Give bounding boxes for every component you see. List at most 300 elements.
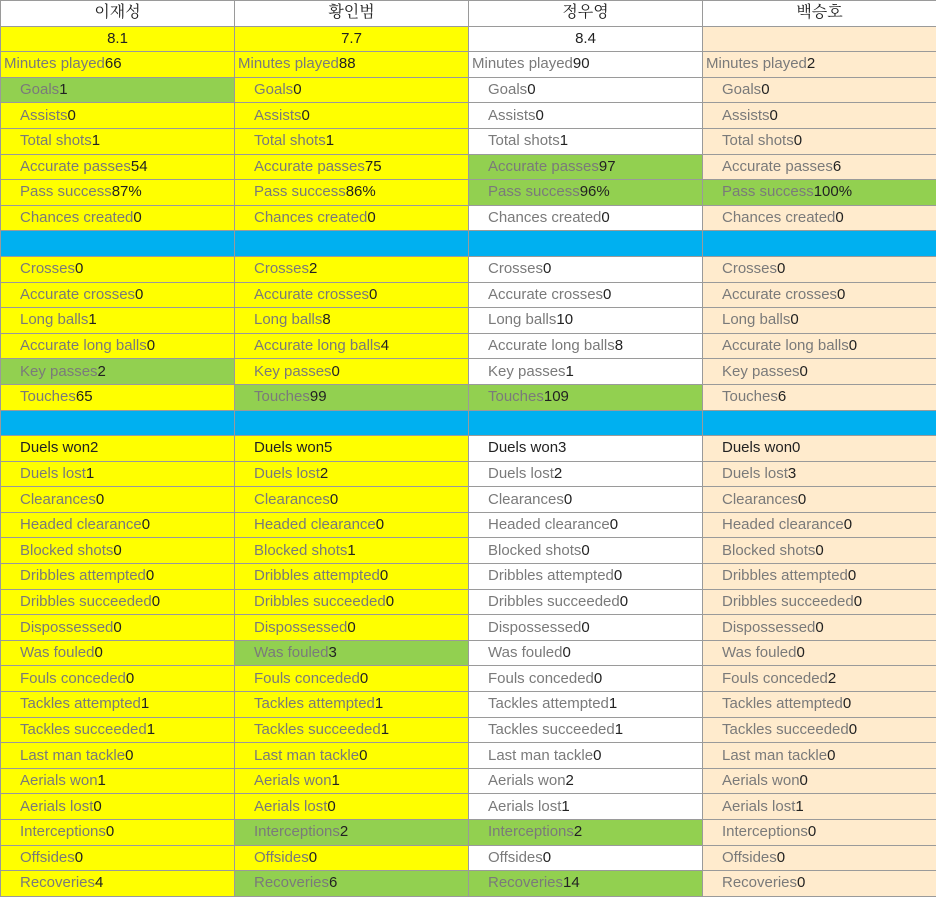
stat-cell xyxy=(1,180,235,206)
stat-value: 3 xyxy=(787,464,797,482)
stat-cell xyxy=(235,512,469,538)
stat-label: Blocked shots xyxy=(722,541,816,559)
stat-cell xyxy=(703,564,936,590)
stat-row xyxy=(1,256,936,282)
stat-label: Duels lost xyxy=(488,464,554,482)
header-row xyxy=(1,1,936,27)
rating-cell: 7.7 xyxy=(235,26,469,52)
stat-cell xyxy=(235,154,469,180)
stat-cell xyxy=(703,845,936,871)
stat-value: 66 xyxy=(104,55,122,73)
stat-label: Accurate crosses xyxy=(254,285,370,303)
stat-label: Offsides xyxy=(254,848,309,866)
rating-cell: 8.4 xyxy=(469,26,703,52)
stat-value: 0 xyxy=(609,516,619,534)
stat-label: Duels won xyxy=(254,439,325,457)
stat-value: 0 xyxy=(593,669,603,687)
stat-label: Recoveries xyxy=(254,874,330,892)
stat-cell xyxy=(235,205,469,231)
stat-label: Was fouled xyxy=(488,644,563,662)
stat-value: 0 xyxy=(761,81,770,99)
section-separator xyxy=(1,231,936,257)
stat-cell xyxy=(235,640,469,666)
separator-cell xyxy=(703,410,936,436)
stat-cell xyxy=(235,282,469,308)
stat-value: 1 xyxy=(380,720,390,738)
stat-value: 1 xyxy=(97,772,106,790)
stat-label: Accurate crosses xyxy=(20,285,136,303)
stat-label: Duels lost xyxy=(722,464,788,482)
stat-row xyxy=(1,128,936,154)
stat-label: Fouls conceded xyxy=(20,669,126,687)
stat-cell xyxy=(1,205,235,231)
stat-row xyxy=(1,77,936,103)
stat-value: 6 xyxy=(329,874,338,892)
stat-cell xyxy=(703,282,936,308)
stat-value: 1 xyxy=(614,720,624,738)
stat-row xyxy=(1,820,936,846)
stat-value: 0 xyxy=(815,541,824,559)
stat-label: Assists xyxy=(254,106,302,124)
stat-cell xyxy=(469,282,703,308)
stat-label: Interceptions xyxy=(20,823,106,841)
stat-label: Offsides xyxy=(488,848,543,866)
stat-cell xyxy=(469,538,703,564)
stat-value: 0 xyxy=(105,823,115,841)
stat-label: Accurate long balls xyxy=(20,337,147,355)
stat-label: Dribbles attempted xyxy=(488,567,614,585)
stat-label: Minutes played xyxy=(238,55,339,73)
stat-cell xyxy=(469,461,703,487)
stat-label: Clearances xyxy=(20,490,96,508)
stat-value: 0 xyxy=(797,490,807,508)
separator-cell xyxy=(469,231,703,257)
stat-cell xyxy=(1,487,235,513)
stat-row xyxy=(1,538,936,564)
stat-value: 1 xyxy=(347,541,356,559)
stat-value: 1 xyxy=(59,81,68,99)
player-name-header: 정우영 xyxy=(469,1,703,27)
stat-cell xyxy=(235,52,469,78)
stat-cell xyxy=(703,436,936,462)
stat-value: 99 xyxy=(309,388,327,406)
stat-label: Offsides xyxy=(722,848,777,866)
stat-value: 0 xyxy=(853,592,863,610)
stat-label: Dribbles attempted xyxy=(722,567,848,585)
stat-value: 65 xyxy=(75,388,93,406)
stat-cell xyxy=(1,52,235,78)
stat-label: Aerials won xyxy=(20,772,98,790)
stat-label: Duels lost xyxy=(254,464,320,482)
stat-cell xyxy=(1,308,235,334)
stat-cell xyxy=(469,487,703,513)
stat-row xyxy=(1,308,936,334)
stat-label: Last man tackle xyxy=(488,746,594,764)
stat-cell xyxy=(469,564,703,590)
stat-cell xyxy=(1,794,235,820)
stat-cell xyxy=(703,768,936,794)
stat-value: 2 xyxy=(565,772,574,790)
stat-cell xyxy=(1,768,235,794)
stat-label: Goals xyxy=(254,81,294,99)
stat-cell xyxy=(235,717,469,743)
stat-label: Blocked shots xyxy=(488,541,582,559)
stat-label: Accurate passes xyxy=(722,157,833,175)
stat-cell xyxy=(1,128,235,154)
stat-label: Pass success xyxy=(20,183,112,201)
stat-cell xyxy=(235,538,469,564)
stat-value: 1 xyxy=(146,720,156,738)
stat-cell xyxy=(1,717,235,743)
stat-row xyxy=(1,436,936,462)
stat-cell xyxy=(703,512,936,538)
stat-label: Crosses xyxy=(20,260,76,278)
stat-value: 2 xyxy=(573,823,583,841)
stat-value: 0 xyxy=(792,439,801,457)
stat-label: Pass success xyxy=(254,183,346,201)
stat-value: 0 xyxy=(613,567,623,585)
stat-value: 0 xyxy=(74,848,84,866)
stat-cell xyxy=(469,871,703,897)
stat-label: Chances created xyxy=(722,209,836,227)
stat-label: Duels won xyxy=(722,439,793,457)
stat-value: 0 xyxy=(527,81,536,99)
separator-cell xyxy=(703,231,936,257)
stat-row xyxy=(1,768,936,794)
stat-label: Dribbles succeeded xyxy=(20,592,152,610)
stat-value: 100% xyxy=(813,183,853,201)
stat-value: 2 xyxy=(553,464,563,482)
stat-label: Tackles succeeded xyxy=(254,720,381,738)
stat-row xyxy=(1,615,936,641)
stat-cell xyxy=(469,52,703,78)
stat-label: Interceptions xyxy=(722,823,808,841)
stat-value: 54 xyxy=(130,157,148,175)
stat-label: Accurate passes xyxy=(488,157,599,175)
stat-label: Assists xyxy=(488,106,536,124)
stat-label: Fouls conceded xyxy=(488,669,594,687)
stat-cell xyxy=(1,589,235,615)
stat-value: 0 xyxy=(562,644,571,662)
stat-cell xyxy=(1,461,235,487)
stat-label: Interceptions xyxy=(488,823,574,841)
stat-cell xyxy=(703,666,936,692)
stat-value: 6 xyxy=(777,388,787,406)
stat-value: 0 xyxy=(135,285,144,303)
stat-label: Touches xyxy=(254,388,310,406)
stat-cell xyxy=(235,359,469,385)
stat-cell xyxy=(469,77,703,103)
stat-cell xyxy=(1,77,235,103)
stat-cell xyxy=(235,384,469,410)
stat-row xyxy=(1,666,936,692)
stat-label: Interceptions xyxy=(254,823,340,841)
player-name-header: 이재성 xyxy=(1,1,235,27)
stat-value: 1 xyxy=(608,695,618,713)
stat-label: Aerials won xyxy=(488,772,566,790)
stat-value: 0 xyxy=(601,209,610,227)
stat-value: 8 xyxy=(322,311,331,329)
stat-cell xyxy=(469,768,703,794)
stat-value: 0 xyxy=(75,260,84,278)
stat-label: Touches xyxy=(722,388,778,406)
stat-row xyxy=(1,640,936,666)
stat-value: 2 xyxy=(319,464,329,482)
stat-label: Long balls xyxy=(254,311,323,329)
stat-label: Headed clearance xyxy=(722,516,844,534)
stat-label: Crosses xyxy=(722,260,778,278)
stat-value: 1 xyxy=(91,132,101,150)
stat-value: 0 xyxy=(113,541,122,559)
stat-value: 0 xyxy=(777,260,786,278)
stat-value: 1 xyxy=(88,311,97,329)
stat-value: 6 xyxy=(832,157,842,175)
stat-cell xyxy=(469,589,703,615)
stat-value: 0 xyxy=(790,311,799,329)
stat-value: 0 xyxy=(141,516,151,534)
stat-label: Duels won xyxy=(20,439,91,457)
stat-label: Accurate passes xyxy=(254,157,365,175)
stat-label: Pass success xyxy=(488,183,580,201)
stat-value: 1 xyxy=(374,695,384,713)
stat-cell xyxy=(469,666,703,692)
stat-cell xyxy=(235,461,469,487)
stat-value: 0 xyxy=(543,260,552,278)
stat-cell xyxy=(469,640,703,666)
stat-value: 1 xyxy=(85,464,95,482)
stat-value: 0 xyxy=(847,567,857,585)
stat-cell xyxy=(235,180,469,206)
stat-cell xyxy=(1,871,235,897)
stat-cell xyxy=(469,692,703,718)
stat-cell xyxy=(235,589,469,615)
stat-cell xyxy=(469,180,703,206)
stat-cell xyxy=(703,794,936,820)
stat-cell xyxy=(1,359,235,385)
stat-label: Last man tackle xyxy=(20,746,126,764)
stat-cell xyxy=(703,308,936,334)
stat-value: 0 xyxy=(359,669,369,687)
stat-label: Last man tackle xyxy=(722,746,828,764)
stat-value: 0 xyxy=(603,285,612,303)
stat-row xyxy=(1,487,936,513)
stat-label: Offsides xyxy=(20,848,75,866)
stat-row xyxy=(1,205,936,231)
stat-value: 0 xyxy=(796,644,805,662)
stat-value: 0 xyxy=(113,618,122,636)
stat-value: 0 xyxy=(293,81,302,99)
stat-value: 0 xyxy=(369,285,378,303)
stat-label: Dispossessed xyxy=(488,618,582,636)
stat-label: Tackles succeeded xyxy=(488,720,615,738)
stat-row xyxy=(1,154,936,180)
stat-value: 0 xyxy=(793,132,803,150)
stat-row xyxy=(1,589,936,615)
stat-cell xyxy=(703,128,936,154)
stat-cell xyxy=(1,743,235,769)
rating-cell xyxy=(703,26,936,52)
stat-label: Total shots xyxy=(488,132,560,150)
stat-cell xyxy=(235,564,469,590)
stat-value: 2 xyxy=(90,439,99,457)
stat-cell xyxy=(1,538,235,564)
stat-label: Recoveries xyxy=(722,874,798,892)
stat-cell xyxy=(1,845,235,871)
stat-value: 0 xyxy=(827,746,836,764)
stat-value: 0 xyxy=(375,516,385,534)
stat-cell xyxy=(703,359,936,385)
stat-label: Was fouled xyxy=(722,644,797,662)
stat-value: 0 xyxy=(535,106,544,124)
stat-value: 3 xyxy=(558,439,567,457)
stat-value: 97 xyxy=(598,157,616,175)
stat-cell xyxy=(469,845,703,871)
stat-label: Dispossessed xyxy=(254,618,348,636)
stat-value: 90 xyxy=(572,55,590,73)
stat-cell xyxy=(235,743,469,769)
stat-cell xyxy=(1,103,235,129)
stat-value: 2 xyxy=(806,55,816,73)
stat-label: Key passes xyxy=(254,362,332,380)
stat-row xyxy=(1,180,936,206)
stat-row xyxy=(1,717,936,743)
stat-cell xyxy=(1,512,235,538)
stat-value: 0 xyxy=(807,823,817,841)
stat-cell xyxy=(703,615,936,641)
stat-value: 5 xyxy=(324,439,333,457)
stat-value: 0 xyxy=(301,106,310,124)
stat-value: 3 xyxy=(328,644,337,662)
stat-cell xyxy=(703,717,936,743)
stat-label: Accurate long balls xyxy=(722,337,849,355)
stat-value: 0 xyxy=(67,106,76,124)
stat-label: Goals xyxy=(20,81,60,99)
stat-cell xyxy=(235,128,469,154)
stat-label: Last man tackle xyxy=(254,746,360,764)
stat-label: Key passes xyxy=(722,362,800,380)
stat-value: 0 xyxy=(94,644,103,662)
stat-cell xyxy=(703,743,936,769)
stat-cell xyxy=(469,384,703,410)
stat-cell xyxy=(235,666,469,692)
stat-row xyxy=(1,461,936,487)
stat-label: Touches xyxy=(488,388,544,406)
rating-row xyxy=(1,26,936,52)
stat-value: 0 xyxy=(133,209,142,227)
stat-value: 4 xyxy=(380,337,390,355)
stat-value: 0 xyxy=(815,618,824,636)
stat-value: 0 xyxy=(581,618,590,636)
stat-cell xyxy=(1,640,235,666)
stat-cell xyxy=(469,717,703,743)
stat-value: 88 xyxy=(338,55,356,73)
stat-label: Accurate crosses xyxy=(722,285,838,303)
stat-label: Accurate long balls xyxy=(254,337,381,355)
stat-cell xyxy=(469,308,703,334)
stat-row xyxy=(1,743,936,769)
stat-value: 1 xyxy=(561,797,570,815)
stat-label: Headed clearance xyxy=(254,516,376,534)
stat-value: 0 xyxy=(769,106,778,124)
stat-label: Blocked shots xyxy=(20,541,114,559)
stat-value: 1 xyxy=(140,695,150,713)
stat-cell xyxy=(235,103,469,129)
stat-cell xyxy=(703,640,936,666)
stat-label: Long balls xyxy=(20,311,89,329)
stat-cell xyxy=(469,333,703,359)
stat-label: Tackles attempted xyxy=(488,695,609,713)
separator-cell xyxy=(235,231,469,257)
stat-row xyxy=(1,103,936,129)
separator-cell xyxy=(1,410,235,436)
stat-label: Tackles attempted xyxy=(20,695,141,713)
stat-value: 0 xyxy=(542,848,552,866)
stat-cell xyxy=(1,692,235,718)
stat-cell xyxy=(703,205,936,231)
stat-value: 0 xyxy=(581,541,590,559)
stat-label: Long balls xyxy=(722,311,791,329)
stat-value: 1 xyxy=(795,797,804,815)
stat-value: 0 xyxy=(593,746,602,764)
stat-label: Dribbles attempted xyxy=(254,567,380,585)
stat-cell xyxy=(235,820,469,846)
stat-value: 0 xyxy=(308,848,318,866)
stat-label: Blocked shots xyxy=(254,541,348,559)
stat-cell xyxy=(1,256,235,282)
stat-value: 0 xyxy=(367,209,376,227)
stat-label: Clearances xyxy=(722,490,798,508)
stat-value: 0 xyxy=(799,772,808,790)
stat-label: Duels lost xyxy=(20,464,86,482)
stat-value: 0 xyxy=(331,362,340,380)
stat-label: Tackles succeeded xyxy=(722,720,849,738)
stat-label: Tackles attempted xyxy=(722,695,843,713)
stat-label: Dispossessed xyxy=(20,618,114,636)
stat-label: Aerials won xyxy=(254,772,332,790)
stat-row xyxy=(1,52,936,78)
stat-cell xyxy=(235,256,469,282)
stat-row xyxy=(1,282,936,308)
stat-value: 0 xyxy=(848,720,858,738)
stat-cell xyxy=(703,103,936,129)
stat-value: 2 xyxy=(827,669,837,687)
stat-cell xyxy=(703,871,936,897)
stat-label: Fouls conceded xyxy=(254,669,360,687)
player-name-header: 백승호 xyxy=(703,1,936,27)
stat-cell xyxy=(235,692,469,718)
stat-label: Total shots xyxy=(254,132,326,150)
stat-value: 86% xyxy=(345,183,376,201)
stat-cell xyxy=(469,436,703,462)
stat-label: Dispossessed xyxy=(722,618,816,636)
stat-cell xyxy=(703,692,936,718)
stat-value: 87% xyxy=(111,183,142,201)
separator-cell xyxy=(235,410,469,436)
stat-row xyxy=(1,384,936,410)
stat-cell xyxy=(1,154,235,180)
stat-label: Duels won xyxy=(488,439,559,457)
stat-value: 4 xyxy=(95,874,104,892)
stat-value: 1 xyxy=(325,132,335,150)
stat-value: 0 xyxy=(385,592,395,610)
stat-row xyxy=(1,333,936,359)
stat-cell xyxy=(1,436,235,462)
stat-label: Dribbles succeeded xyxy=(722,592,854,610)
stat-value: 0 xyxy=(379,567,389,585)
stat-label: Accurate long balls xyxy=(488,337,615,355)
stat-label: Headed clearance xyxy=(488,516,610,534)
stat-cell xyxy=(469,128,703,154)
